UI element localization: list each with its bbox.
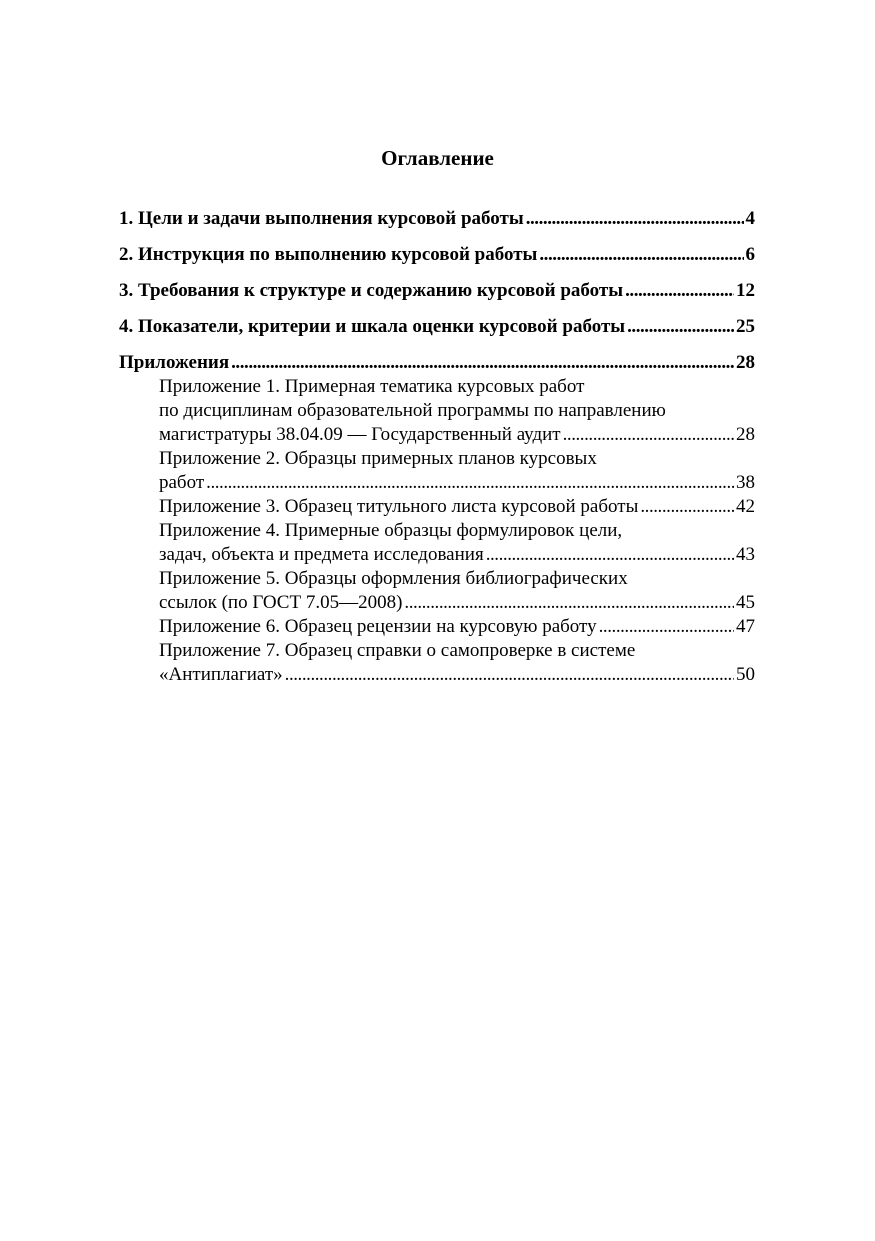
dot-leader: [625, 279, 734, 303]
dot-leader: [526, 207, 744, 231]
toc-entry-text: ссылок (по ГОСТ 7.05—2008): [159, 592, 403, 613]
toc-entry-line: Приложение 4. Примерные образцы формулировок цели,: [159, 520, 623, 541]
toc-entry-text: 2. Инструкция по выполнению курсовой работы: [119, 244, 538, 265]
dot-leader: [599, 615, 734, 639]
dot-leader: [627, 315, 734, 339]
toc-appendix-4[interactable]: [119, 519, 755, 567]
toc-entry-text: Приложения: [119, 352, 230, 373]
dot-leader: [206, 471, 734, 495]
toc-entry-2[interactable]: [119, 243, 755, 267]
toc-appendix-3[interactable]: [119, 495, 755, 519]
toc-entry-page: 6: [745, 244, 755, 265]
toc-entry-line: Приложение 2. Образцы примерных планов курсовых: [159, 448, 597, 469]
toc-entry-4[interactable]: [119, 315, 755, 339]
toc-entry-text: задач, объекта и предмета исследования: [159, 544, 484, 565]
toc-entry-line: Приложение 5. Образцы оформления библиографических: [159, 568, 628, 589]
toc-entry-text: работ: [159, 472, 205, 493]
toc-entry-line: Приложение 7. Образец справки о самопроверке в системе: [159, 640, 636, 661]
toc-appendix-7[interactable]: [119, 639, 755, 687]
toc-appendix-6[interactable]: [119, 615, 755, 639]
toc-entry-line: по дисциплинам образовательной программы по направлению: [159, 400, 666, 421]
toc-entry-line: Приложение 1. Примерная тематика курсовых работ: [159, 376, 585, 397]
dot-leader: [285, 663, 734, 687]
toc-entry-text: «Антиплагиат»: [159, 664, 283, 685]
toc-entry-page: 45: [736, 592, 755, 613]
toc-entry-page: 38: [736, 472, 755, 493]
toc-appendix-1[interactable]: [119, 375, 755, 447]
toc-entry-page: 12: [736, 280, 755, 301]
toc-entry-page: 50: [736, 664, 755, 685]
toc-entry-page: 25: [736, 316, 755, 337]
dot-leader: [563, 423, 734, 447]
toc-entry-page: 28: [736, 352, 755, 373]
table-of-contents: [119, 207, 755, 687]
toc-appendix-2[interactable]: [119, 447, 755, 495]
toc-appendix-5[interactable]: [119, 567, 755, 615]
toc-entry-text: Приложение 3. Образец титульного листа курсовой работы: [159, 496, 639, 517]
dot-leader: [640, 495, 734, 519]
toc-entry-text: 3. Требования к структуре и содержанию курсовой работы: [119, 280, 624, 301]
toc-entry-3[interactable]: [119, 279, 755, 303]
toc-entry-text: 1. Цели и задачи выполнения курсовой работы: [119, 208, 524, 229]
toc-entry-text: магистратуры 38.04.09 — Государственный аудит: [159, 424, 561, 445]
toc-entry-1[interactable]: [119, 207, 755, 231]
page-title: Оглавление: [381, 146, 494, 170]
toc-entry-text: Приложение 6. Образец рецензии на курсовую работу: [159, 616, 597, 637]
dot-leader: [404, 591, 734, 615]
toc-entry-page: 42: [736, 496, 755, 517]
toc-entry-appendices[interactable]: [119, 351, 755, 375]
toc-entry-page: 28: [736, 424, 755, 445]
dot-leader: [486, 543, 734, 567]
toc-entry-text: 4. Показатели, критерии и шкала оценки курсовой работы: [119, 316, 626, 337]
dot-leader: [539, 243, 743, 267]
toc-entry-page: 4: [745, 208, 755, 229]
toc-entry-page: 47: [736, 616, 755, 637]
dot-leader: [231, 351, 734, 375]
toc-entry-page: 43: [736, 544, 755, 565]
